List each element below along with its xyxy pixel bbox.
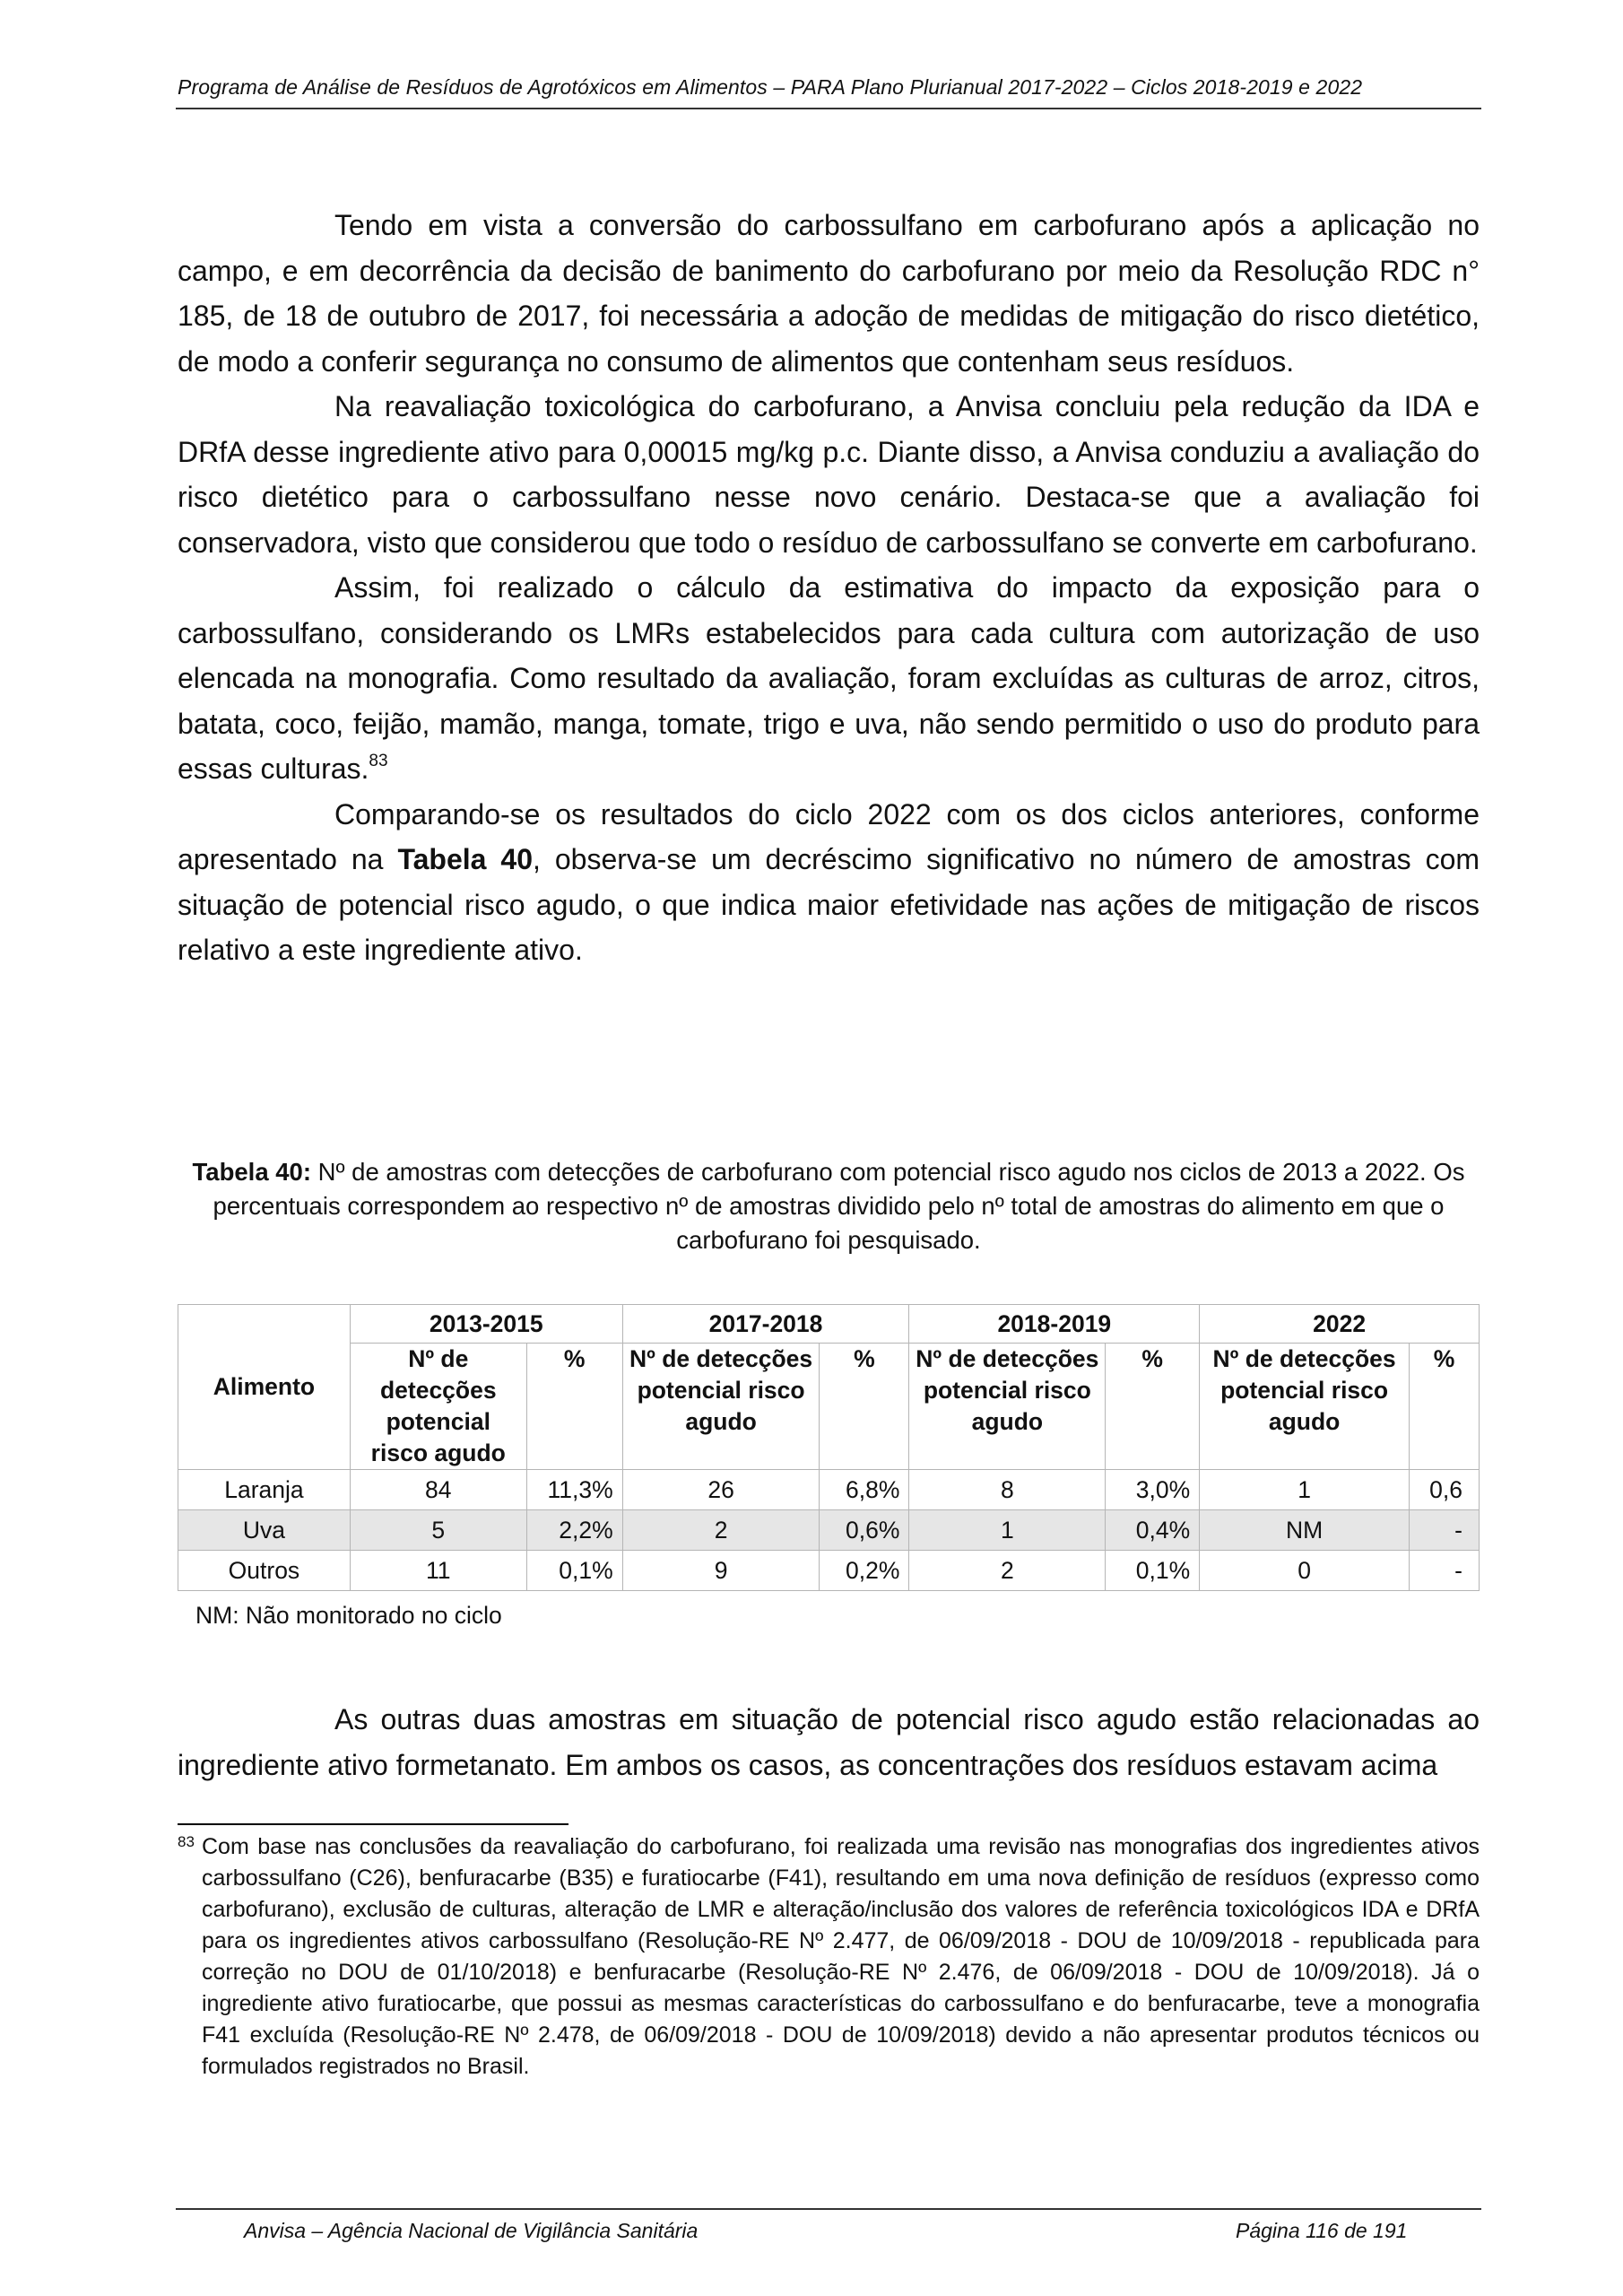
value-cell: NM	[1200, 1510, 1410, 1551]
value-cell: 8	[909, 1470, 1106, 1510]
main-text-lower	[178, 1697, 1480, 1787]
table-caption	[178, 1155, 1480, 1257]
period-header-2022: 2022	[1200, 1305, 1480, 1344]
value-cell: 2	[909, 1551, 1106, 1591]
paragraph-4-text-a: Comparando-se os resultados do ciclo 2022 com os dos ciclos anteriores, conforme apresentado na	[178, 797, 1480, 875]
running-header: Programa de Análise de Resíduos de Agrotóxicos em Alimentos – PARA Plano Plurianual 2017-2022 – Ciclos 2018-2019 e 2022	[178, 75, 1363, 99]
value-cell: 1	[909, 1510, 1106, 1551]
paragraph-1: Tendo em vista a conversão do carbossulfano em carbofurano após a aplicação no campo, e em decorrência da decisão de banimento do carbofurano por meio da Resolução RDC n° 185, de 18 de outubro de 2017, foi necessária a adoção de medidas de mitigação do risco dietético, de modo a conferir segurança no consumo de alimentos que contenham seus resíduos.	[178, 209, 1480, 378]
table-reference: Tabela 40	[397, 843, 533, 875]
value-cell: 3,0%	[1106, 1470, 1200, 1510]
value-cell: 1	[1200, 1470, 1410, 1510]
footer-divider	[176, 2208, 1481, 2210]
subheader-detections: Nº de detecções potencial risco agudo	[622, 1344, 820, 1470]
footer-organization: Anvisa – Agência Nacional de Vigilância Sanitária	[244, 2219, 699, 2242]
value-cell: 0,1%	[526, 1551, 622, 1591]
footnote-reference[interactable]: 83	[369, 752, 388, 770]
paragraph-2: Na reavaliação toxicológica do carbofurano, a Anvisa concluiu pela redução da IDA e DRfA desse ingrediente ativo para 0,00015 mg/kg p.c. Diante disso, a Anvisa conduziu a avaliação do risco dietético para o carbossulfano nesse novo cenário. Destaca-se que a avaliação foi conservadora, visto que considerou que todo o resíduo de carbossulfano se converte em carbofurano.	[178, 390, 1480, 559]
paragraph-3	[178, 565, 1480, 792]
value-cell: -	[1409, 1510, 1479, 1551]
footnote-divider	[178, 1823, 568, 1825]
value-cell: 0,6	[1409, 1470, 1479, 1510]
subheader-percent: %	[820, 1344, 909, 1470]
subheader-percent: %	[526, 1344, 622, 1470]
value-cell: 0	[1200, 1551, 1410, 1591]
header-divider	[176, 108, 1481, 109]
table-row	[178, 1510, 1480, 1551]
value-cell: -	[1409, 1551, 1479, 1591]
table-row	[178, 1470, 1480, 1510]
food-cell: Outros	[178, 1551, 351, 1591]
col-header-alimento: Alimento	[178, 1305, 351, 1470]
value-cell: 84	[350, 1470, 526, 1510]
value-cell: 0,4%	[1106, 1510, 1200, 1551]
footnote-text: Com base nas conclusões da reavaliação do carbofurano, foi realizada uma revisão nas monografias dos ingredientes ativos carbossulfano (C26), benfuracarbe (B35) e furatiocarbe (F41), resultando em uma nova definição de resíduos (expresso como carbofurano), exclusão de culturas, alteração de LMR e alteração/inclusão dos valores de referência toxicológicos IDA e DRfA para os ingredientes ativos carbossulfano (Resolução-RE Nº 2.477, de 06/09/2018 - DOU de 10/09/2018 - republicada para correção no DOU de 01/10/2018) e benfuracarbe (Resolução-RE Nº 2.476, de 06/09/2018 - DOU de 10/09/2018). Já o ingrediente ativo furatiocarbe, que possui as mesmas características do carbossulfano e do benfuracarbe, teve a monografia F41 excluída (Resolução-RE Nº 2.478, de 06/09/2018 - DOU de 10/09/2018) devido a não apresentar produtos técnicos ou formulados registrados no Brasil.	[202, 1834, 1480, 2079]
paragraph-3-text: Assim, foi realizado o cálculo da estimativa do impacto da exposição para o carbossulfano, considerando os LMRs estabelecidos para cada cultura com autorização de uso elencada na monografia. Como resultado da avaliação, foram excluídas as culturas de arroz, citros, batata, coco, feijão, mamão, manga, tomate, trigo e uva, não sendo permitido o uso do produto para essas culturas.	[178, 571, 1480, 785]
paragraph-4-text-b: , observa-se um decréscimo significativo no número de amostras com situação de potencial risco agudo, o que indica maior efetividade nas ações de mitigação de riscos relativo a este ingrediente ativo.	[178, 843, 1480, 966]
value-cell: 5	[350, 1510, 526, 1551]
value-cell: 2,2%	[526, 1510, 622, 1551]
subheader-detections: Nº de detecções potencial risco agudo	[350, 1344, 526, 1470]
value-cell: 0,1%	[1106, 1551, 1200, 1591]
carbofurano-acute-risk-table	[178, 1304, 1480, 1591]
subheader-percent: %	[1106, 1344, 1200, 1470]
value-cell: 11,3%	[526, 1470, 622, 1510]
footnote-83	[178, 1831, 1480, 2083]
table-caption-label: Tabela 40:	[192, 1158, 311, 1186]
period-header-2018-2019: 2018-2019	[909, 1305, 1200, 1344]
value-cell: 26	[622, 1470, 820, 1510]
paragraph-5: As outras duas amostras em situação de potencial risco agudo estão relacionadas ao ingrediente ativo formetanato. Em ambos os casos, as concentrações dos resíduos estavam acima	[178, 1703, 1480, 1781]
period-header-2017-2018: 2017-2018	[622, 1305, 909, 1344]
page-number: Página 116 de 191	[1236, 2219, 1408, 2242]
paragraph-4	[178, 792, 1480, 973]
value-cell: 2	[622, 1510, 820, 1551]
period-header-2013-2015: 2013-2015	[350, 1305, 622, 1344]
subheader-detections: Nº de detecções potencial risco agudo	[1200, 1344, 1410, 1470]
table-row	[178, 1551, 1480, 1591]
value-cell: 0,2%	[820, 1551, 909, 1591]
subheader-percent: %	[1409, 1344, 1479, 1470]
value-cell: 0,6%	[820, 1510, 909, 1551]
value-cell: 6,8%	[820, 1470, 909, 1510]
value-cell: 9	[622, 1551, 820, 1591]
table-note: NM: Não monitorado no ciclo	[195, 1602, 502, 1629]
footnote-number: 83	[178, 1833, 195, 1850]
table-caption-text: Nº de amostras com detecções de carbofurano com potencial risco agudo nos ciclos de 2013 a 2022. Os percentuais correspondem ao respectivo nº de amostras dividido pelo nº total de amostras do alimento em que o carbofurano foi pesquisado.	[213, 1158, 1465, 1254]
food-cell: Uva	[178, 1510, 351, 1551]
subheader-detections: Nº de detecções potencial risco agudo	[909, 1344, 1106, 1470]
main-text-upper	[178, 203, 1480, 973]
value-cell: 11	[350, 1551, 526, 1591]
food-cell: Laranja	[178, 1470, 351, 1510]
